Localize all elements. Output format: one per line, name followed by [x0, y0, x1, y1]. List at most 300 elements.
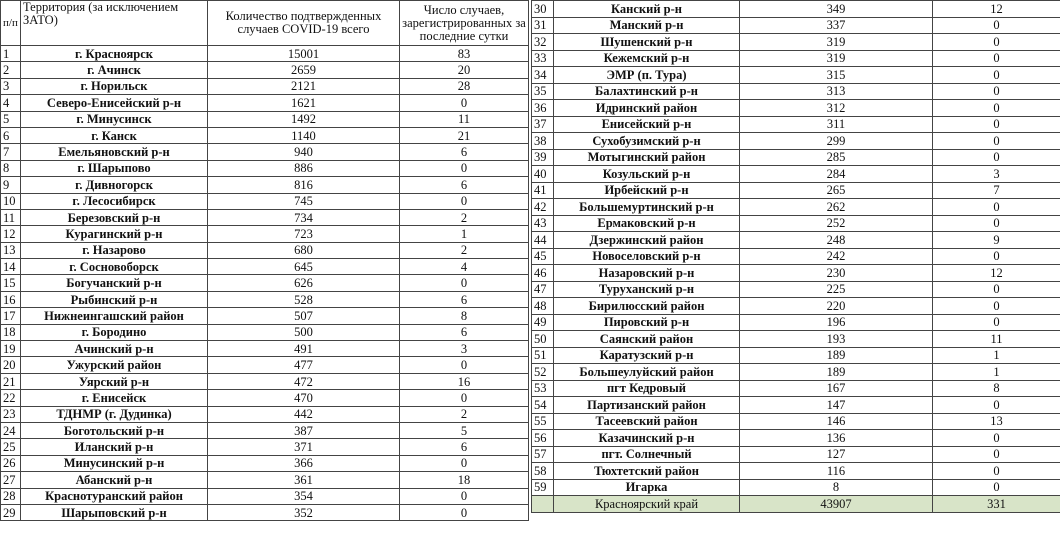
territory-name: пгт Кедровый	[554, 380, 740, 397]
table-row	[532, 446, 1060, 463]
confirmed-total: 500	[208, 324, 400, 340]
table-row	[1, 472, 529, 488]
row-number: 30	[532, 1, 554, 18]
new-cases: 21	[400, 127, 529, 143]
table-row	[532, 67, 1060, 84]
confirmed-total: 626	[208, 275, 400, 291]
territory-name: Уярский р-н	[21, 373, 208, 389]
table-row	[1, 160, 529, 176]
new-cases: 6	[400, 144, 529, 160]
row-number: 13	[1, 242, 21, 258]
territory-name: Ирбейский р-н	[554, 182, 740, 199]
total-new: 331	[933, 496, 1060, 513]
territory-name: Абанский р-н	[21, 472, 208, 488]
row-number: 49	[532, 314, 554, 331]
row-number: 39	[532, 149, 554, 166]
row-number: 53	[532, 380, 554, 397]
new-cases: 0	[400, 275, 529, 291]
confirmed-total: 189	[740, 347, 933, 364]
table-row	[532, 430, 1060, 447]
row-number: 52	[532, 364, 554, 381]
table-row	[532, 347, 1060, 364]
confirmed-total: 371	[208, 439, 400, 455]
table-row	[1, 177, 529, 193]
table-row	[1, 127, 529, 143]
row-number: 42	[532, 199, 554, 216]
row-number: 43	[532, 215, 554, 232]
new-cases: 1	[933, 364, 1060, 381]
territory-name: Мотыгинский район	[554, 149, 740, 166]
table-row	[1, 144, 529, 160]
territory-name: Бирилюсский район	[554, 298, 740, 315]
table-row	[1, 439, 529, 455]
territory-name: Туруханский р-н	[554, 281, 740, 298]
new-cases: 0	[933, 479, 1060, 496]
row-number: 38	[532, 133, 554, 150]
table-row	[1, 308, 529, 324]
confirmed-total: 230	[740, 265, 933, 282]
confirmed-total: 337	[740, 17, 933, 34]
territory-name: Саянский район	[554, 331, 740, 348]
table-row	[1, 259, 529, 275]
new-cases: 6	[400, 177, 529, 193]
table-row	[532, 331, 1060, 348]
territory-name: г. Канск	[21, 127, 208, 143]
confirmed-total: 15001	[208, 46, 400, 62]
territory-name: г. Красноярск	[21, 46, 208, 62]
confirmed-total: 242	[740, 248, 933, 265]
row-number: 35	[532, 83, 554, 100]
table-row	[532, 1, 1060, 18]
new-cases: 83	[400, 46, 529, 62]
table-row	[1, 422, 529, 438]
table-row	[1, 324, 529, 340]
table-row	[1, 341, 529, 357]
new-cases: 6	[400, 291, 529, 307]
row-number: 29	[1, 504, 21, 520]
confirmed-total: 127	[740, 446, 933, 463]
table-row	[532, 100, 1060, 117]
new-cases: 11	[933, 331, 1060, 348]
table-row	[532, 182, 1060, 199]
row-number: 54	[532, 397, 554, 414]
territory-name: пгт. Солнечный	[554, 446, 740, 463]
new-cases: 0	[933, 446, 1060, 463]
territory-name: Шарыповский р-н	[21, 504, 208, 520]
territory-name: Богучанский р-н	[21, 275, 208, 291]
table-row	[532, 116, 1060, 133]
confirmed-total: 470	[208, 390, 400, 406]
confirmed-total: 220	[740, 298, 933, 315]
table-row	[1, 242, 529, 258]
territory-name: г. Ачинск	[21, 62, 208, 78]
table-row	[532, 34, 1060, 51]
table-row	[1, 504, 529, 520]
confirmed-total: 285	[740, 149, 933, 166]
territory-name: Ермаковский р-н	[554, 215, 740, 232]
row-number: 12	[1, 226, 21, 242]
table-row	[1, 406, 529, 422]
row-number: 44	[532, 232, 554, 249]
confirmed-total: 319	[740, 50, 933, 67]
territory-name: г. Сосновоборск	[21, 259, 208, 275]
table-row	[1, 226, 529, 242]
table-row	[532, 479, 1060, 496]
row-number: 8	[1, 160, 21, 176]
table-row	[1, 111, 529, 127]
new-cases: 6	[400, 324, 529, 340]
confirmed-total: 507	[208, 308, 400, 324]
territory-name: г. Лесосибирск	[21, 193, 208, 209]
row-number: 22	[1, 390, 21, 406]
territory-name: Минусинский р-н	[21, 455, 208, 471]
territory-name: Краснотуранский район	[21, 488, 208, 504]
row-number: 28	[1, 488, 21, 504]
table-row	[532, 413, 1060, 430]
row-number: 26	[1, 455, 21, 471]
table-row	[1, 193, 529, 209]
confirmed-total: 354	[208, 488, 400, 504]
confirmed-total: 349	[740, 1, 933, 18]
confirmed-total: 319	[740, 34, 933, 51]
new-cases: 13	[933, 413, 1060, 430]
territory-name: Емельяновский р-н	[21, 144, 208, 160]
confirmed-total: 723	[208, 226, 400, 242]
table-row	[1, 390, 529, 406]
confirmed-total: 734	[208, 209, 400, 225]
territory-name: Ужурский район	[21, 357, 208, 373]
row-number: 45	[532, 248, 554, 265]
new-cases: 0	[933, 149, 1060, 166]
territory-name: ТДНМР (г. Дудинка)	[21, 406, 208, 422]
territory-name: г. Норильск	[21, 78, 208, 94]
confirmed-total: 262	[740, 199, 933, 216]
new-cases: 6	[400, 439, 529, 455]
new-cases: 18	[400, 472, 529, 488]
confirmed-total: 136	[740, 430, 933, 447]
confirmed-total: 491	[208, 341, 400, 357]
territory-name: г. Назарово	[21, 242, 208, 258]
row-number: 14	[1, 259, 21, 275]
new-cases: 8	[400, 308, 529, 324]
table-row	[532, 133, 1060, 150]
total-blank	[532, 496, 554, 513]
row-number: 46	[532, 265, 554, 282]
row-number: 31	[532, 17, 554, 34]
confirmed-total: 528	[208, 291, 400, 307]
row-number: 5	[1, 111, 21, 127]
confirmed-total: 284	[740, 166, 933, 183]
territory-name: г. Шарыпово	[21, 160, 208, 176]
table-row	[1, 95, 529, 111]
territory-name: Тасеевский район	[554, 413, 740, 430]
territory-name: Березовский р-н	[21, 209, 208, 225]
row-number: 34	[532, 67, 554, 84]
header-territory: Территория (за исключением ЗАТО)	[21, 1, 208, 46]
total-confirmed: 43907	[740, 496, 933, 513]
territory-name: Балахтинский р-н	[554, 83, 740, 100]
confirmed-total: 940	[208, 144, 400, 160]
row-number: 40	[532, 166, 554, 183]
new-cases: 1	[933, 347, 1060, 364]
new-cases: 0	[933, 133, 1060, 150]
territory-name: Шушенский р-н	[554, 34, 740, 51]
territory-name: Рыбинский р-н	[21, 291, 208, 307]
confirmed-total: 146	[740, 413, 933, 430]
territory-name: Манский р-н	[554, 17, 740, 34]
total-label: Красноярский край	[554, 496, 740, 513]
territory-name: Курагинский р-н	[21, 226, 208, 242]
row-number: 27	[1, 472, 21, 488]
table-row	[532, 149, 1060, 166]
header-new: Число случаев, зарегистрированных за последние сутки	[400, 1, 529, 46]
new-cases: 0	[933, 67, 1060, 84]
confirmed-total: 189	[740, 364, 933, 381]
table-row	[1, 62, 529, 78]
new-cases: 0	[400, 488, 529, 504]
table-row	[532, 248, 1060, 265]
new-cases: 0	[933, 430, 1060, 447]
new-cases: 0	[400, 193, 529, 209]
table-row	[1, 357, 529, 373]
covid-table-right	[531, 0, 1060, 513]
row-number: 17	[1, 308, 21, 324]
new-cases: 0	[933, 397, 1060, 414]
territory-name: ЭМР (п. Тура)	[554, 67, 740, 84]
table-row	[1, 275, 529, 291]
confirmed-total: 745	[208, 193, 400, 209]
row-number: 48	[532, 298, 554, 315]
territory-name: г. Бородино	[21, 324, 208, 340]
territory-name: Нижнеингашский район	[21, 308, 208, 324]
new-cases: 11	[400, 111, 529, 127]
row-number: 47	[532, 281, 554, 298]
new-cases: 0	[933, 248, 1060, 265]
confirmed-total: 886	[208, 160, 400, 176]
territory-name: Ачинский р-н	[21, 341, 208, 357]
header-num: п/п	[1, 1, 21, 46]
row-number: 50	[532, 331, 554, 348]
territory-name: Казачинский р-н	[554, 430, 740, 447]
confirmed-total: 196	[740, 314, 933, 331]
row-number: 3	[1, 78, 21, 94]
new-cases: 0	[400, 455, 529, 471]
table-row	[532, 298, 1060, 315]
territory-name: Сухобузимский р-н	[554, 133, 740, 150]
table-header	[1, 1, 529, 46]
new-cases: 0	[933, 17, 1060, 34]
row-number: 36	[532, 100, 554, 117]
table-row	[532, 364, 1060, 381]
confirmed-total: 387	[208, 422, 400, 438]
table-row	[1, 373, 529, 389]
confirmed-total: 8	[740, 479, 933, 496]
confirmed-total: 352	[208, 504, 400, 520]
new-cases: 0	[400, 95, 529, 111]
row-number: 10	[1, 193, 21, 209]
table-row	[532, 397, 1060, 414]
new-cases: 12	[933, 1, 1060, 18]
table-row	[532, 314, 1060, 331]
table-row	[1, 488, 529, 504]
confirmed-total: 116	[740, 463, 933, 480]
confirmed-total: 680	[208, 242, 400, 258]
row-number: 25	[1, 439, 21, 455]
new-cases: 2	[400, 242, 529, 258]
new-cases: 2	[400, 406, 529, 422]
new-cases: 0	[400, 390, 529, 406]
territory-name: Тюхтетский район	[554, 463, 740, 480]
confirmed-total: 645	[208, 259, 400, 275]
new-cases: 0	[933, 83, 1060, 100]
confirmed-total: 147	[740, 397, 933, 414]
row-number: 1	[1, 46, 21, 62]
new-cases: 0	[933, 199, 1060, 216]
confirmed-total: 311	[740, 116, 933, 133]
confirmed-total: 193	[740, 331, 933, 348]
confirmed-total: 167	[740, 380, 933, 397]
table-row	[532, 199, 1060, 216]
territory-name: Енисейский р-н	[554, 116, 740, 133]
confirmed-total: 477	[208, 357, 400, 373]
confirmed-total: 442	[208, 406, 400, 422]
confirmed-total: 2659	[208, 62, 400, 78]
row-number: 51	[532, 347, 554, 364]
row-number: 11	[1, 209, 21, 225]
new-cases: 0	[933, 100, 1060, 117]
table-row	[532, 215, 1060, 232]
table-row	[532, 83, 1060, 100]
confirmed-total: 312	[740, 100, 933, 117]
new-cases: 0	[933, 314, 1060, 331]
confirmed-total: 361	[208, 472, 400, 488]
territory-name: Назаровский р-н	[554, 265, 740, 282]
confirmed-total: 1140	[208, 127, 400, 143]
confirmed-total: 313	[740, 83, 933, 100]
table-row	[1, 455, 529, 471]
table-row	[532, 166, 1060, 183]
territory-name: Кежемский р-н	[554, 50, 740, 67]
table-row	[532, 17, 1060, 34]
new-cases: 0	[400, 160, 529, 176]
territory-name: Северо-Енисейский р-н	[21, 95, 208, 111]
territory-name: Идринский район	[554, 100, 740, 117]
table-row	[532, 232, 1060, 249]
confirmed-total: 1492	[208, 111, 400, 127]
territory-name: Козульский р-н	[554, 166, 740, 183]
territory-name: Иланский р-н	[21, 439, 208, 455]
new-cases: 0	[933, 50, 1060, 67]
territory-name: Дзержинский район	[554, 232, 740, 249]
confirmed-total: 252	[740, 215, 933, 232]
row-number: 4	[1, 95, 21, 111]
row-number: 58	[532, 463, 554, 480]
new-cases: 0	[933, 116, 1060, 133]
new-cases: 16	[400, 373, 529, 389]
new-cases: 0	[400, 504, 529, 520]
table-row	[532, 463, 1060, 480]
row-number: 55	[532, 413, 554, 430]
row-number: 56	[532, 430, 554, 447]
confirmed-total: 2121	[208, 78, 400, 94]
row-number: 59	[532, 479, 554, 496]
row-number: 20	[1, 357, 21, 373]
territory-name: Игарка	[554, 479, 740, 496]
table-row	[532, 265, 1060, 282]
row-number: 23	[1, 406, 21, 422]
row-number: 16	[1, 291, 21, 307]
new-cases: 3	[400, 341, 529, 357]
row-number: 24	[1, 422, 21, 438]
row-number: 2	[1, 62, 21, 78]
new-cases: 12	[933, 265, 1060, 282]
total-row	[532, 496, 1060, 513]
row-number: 15	[1, 275, 21, 291]
territory-name: Новоселовский р-н	[554, 248, 740, 265]
territory-name: Партизанский район	[554, 397, 740, 414]
new-cases: 3	[933, 166, 1060, 183]
row-number: 7	[1, 144, 21, 160]
new-cases: 20	[400, 62, 529, 78]
new-cases: 7	[933, 182, 1060, 199]
confirmed-total: 816	[208, 177, 400, 193]
territory-name: Пировский р-н	[554, 314, 740, 331]
row-number: 9	[1, 177, 21, 193]
row-number: 18	[1, 324, 21, 340]
table-row	[532, 380, 1060, 397]
new-cases: 4	[400, 259, 529, 275]
row-number: 6	[1, 127, 21, 143]
territory-name: г. Енисейск	[21, 390, 208, 406]
new-cases: 0	[933, 463, 1060, 480]
row-number: 21	[1, 373, 21, 389]
row-number: 57	[532, 446, 554, 463]
new-cases: 0	[933, 281, 1060, 298]
confirmed-total: 472	[208, 373, 400, 389]
territory-name: Канский р-н	[554, 1, 740, 18]
new-cases: 0	[933, 215, 1060, 232]
confirmed-total: 248	[740, 232, 933, 249]
new-cases: 1	[400, 226, 529, 242]
confirmed-total: 1621	[208, 95, 400, 111]
confirmed-total: 366	[208, 455, 400, 471]
covid-table-left	[0, 0, 529, 521]
table-row	[1, 78, 529, 94]
table-row	[1, 291, 529, 307]
table-row	[532, 281, 1060, 298]
row-number: 37	[532, 116, 554, 133]
confirmed-total: 225	[740, 281, 933, 298]
new-cases: 8	[933, 380, 1060, 397]
territory-name: г. Минусинск	[21, 111, 208, 127]
new-cases: 5	[400, 422, 529, 438]
territory-name: Каратузский р-н	[554, 347, 740, 364]
confirmed-total: 315	[740, 67, 933, 84]
territory-name: Боготольский р-н	[21, 422, 208, 438]
new-cases: 0	[933, 298, 1060, 315]
territory-name: г. Дивногорск	[21, 177, 208, 193]
table-row	[532, 50, 1060, 67]
territory-name: Большемуртинский р-н	[554, 199, 740, 216]
new-cases: 9	[933, 232, 1060, 249]
new-cases: 2	[400, 209, 529, 225]
table-row	[1, 46, 529, 62]
confirmed-total: 299	[740, 133, 933, 150]
confirmed-total: 265	[740, 182, 933, 199]
table-row	[1, 209, 529, 225]
row-number: 33	[532, 50, 554, 67]
territory-name: Большеулуйский район	[554, 364, 740, 381]
